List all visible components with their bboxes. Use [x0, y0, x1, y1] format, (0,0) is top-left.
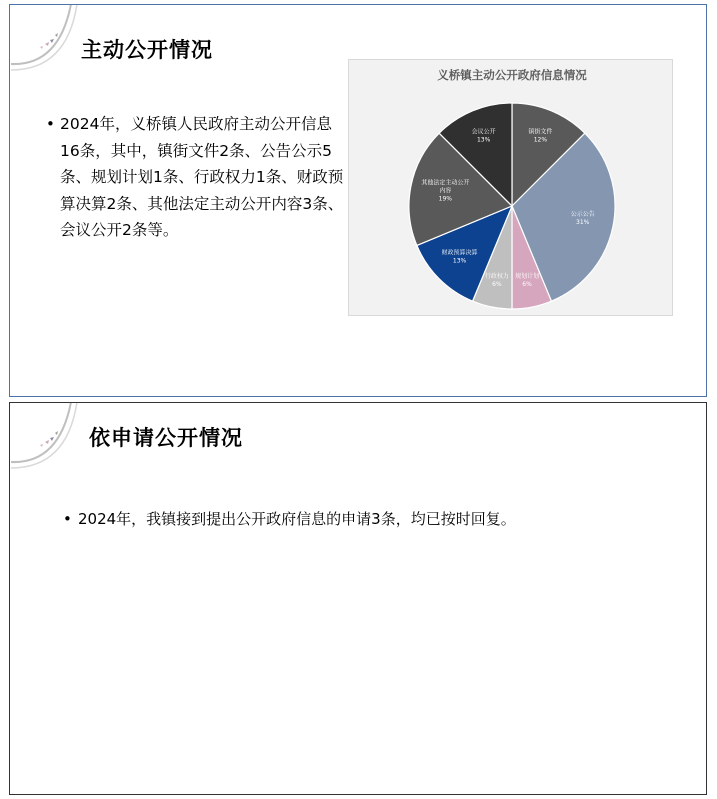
corner-decoration-icon [9, 4, 89, 84]
bullet-icon: • [46, 115, 55, 133]
slide-active-disclosure [9, 4, 707, 397]
corner-decoration-icon [9, 402, 89, 482]
body-paragraph [46, 111, 350, 244]
pie-slice-label: 财政预算决算 13% [441, 249, 478, 265]
pie-slice-label: 镇街文件 12% [528, 128, 553, 144]
slide-request-disclosure [9, 402, 707, 795]
paragraph-text: 2024年，义桥镇人民政府主动公开信息16条，其中，镇街文件2条、公告公示5条、规划计划1条、行政权力1条、财政预算决算2条、其他法定主动公开内容3条、会议公开2条等。 [60, 115, 344, 239]
chart-title: 义桥镇主动公开政府信息情况 [437, 68, 587, 82]
pie-chart [348, 59, 673, 316]
bullet-icon: • [63, 510, 72, 528]
page-title: 主动公开情况 [81, 38, 213, 62]
pie-slice-label: 行政权力 6% [484, 272, 509, 288]
pie-slice-label: 其他法定主动公开内容 19% [421, 179, 470, 203]
pie-chart-svg [349, 60, 674, 317]
pie-slice-label: 会议公开 13% [471, 128, 496, 144]
pie-slice-label: 公示公告 31% [570, 211, 595, 227]
page-title: 依申请公开情况 [89, 426, 243, 450]
paragraph-text: 2024年，我镇接到提出公开政府信息的申请3条，均已按时回复。 [78, 510, 516, 528]
body-paragraph [63, 506, 698, 533]
pie-slice-label: 规划计划 6% [515, 272, 540, 288]
